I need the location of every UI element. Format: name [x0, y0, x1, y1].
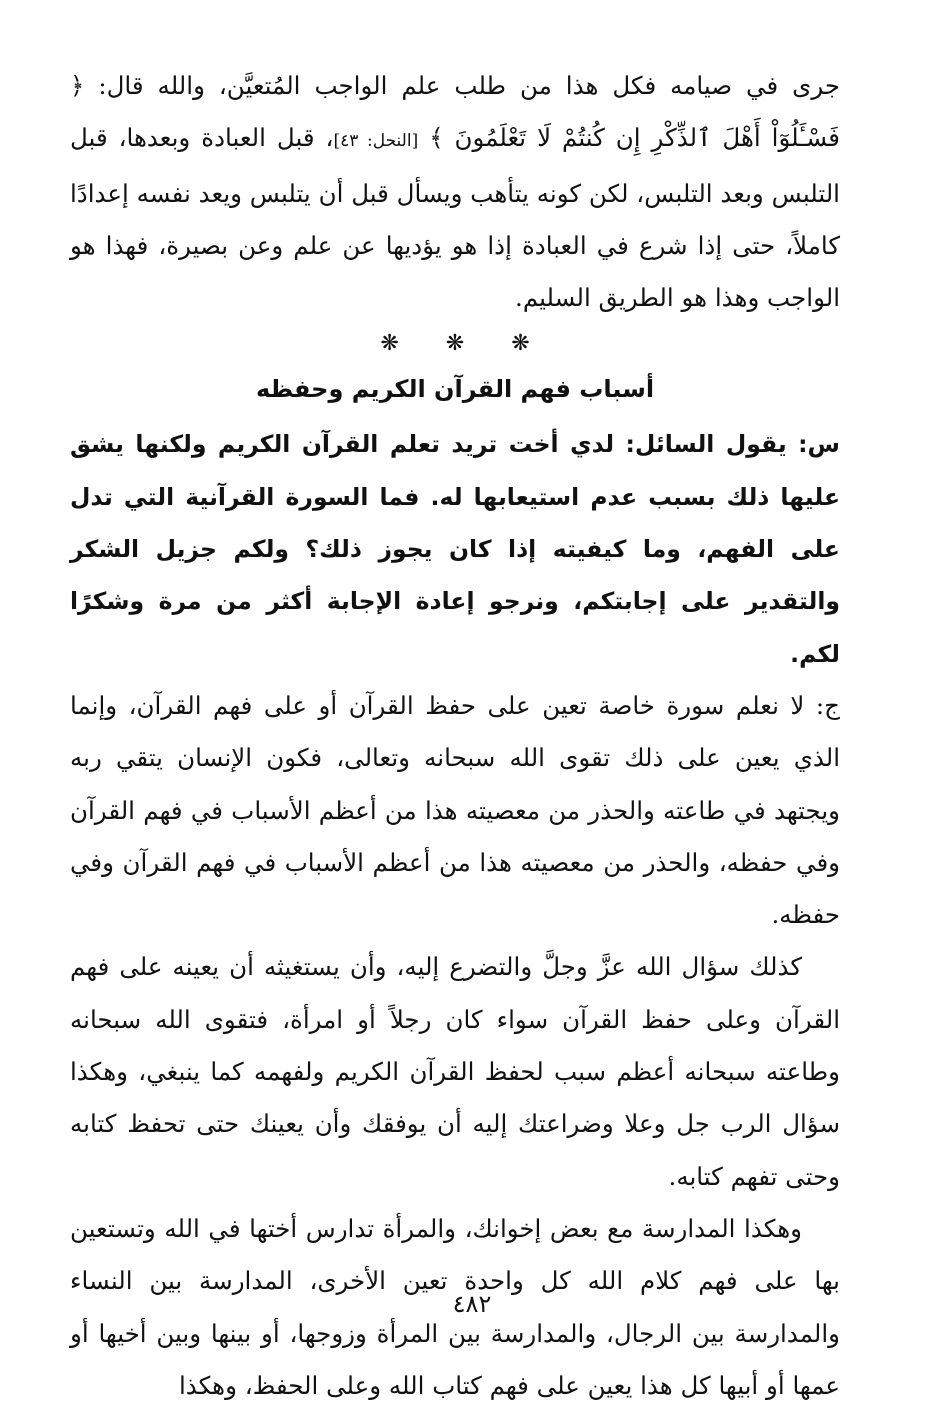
intro-paragraph	[70, 60, 840, 324]
verse-reference: [النحل: ٤٣]	[333, 131, 419, 152]
answer-paragraph-3: وهكذا المدارسة مع بعض إخوانك، والمرأة تدارس أختها في الله وتستعين بها على فهم كلام الله كل واحدة تعين الأخرى، المدارسة بين النساء والمدارسة بين الرجال، والمدارسة بين المرأة وزوجها، أو بينها وبين أخيها أو عمها أو أبيها كل هذا يعين على فهم كتاب الله وعلى الحفظ، وهكذا	[70, 1213, 840, 1400]
section-heading: أسباب فهم القرآن الكريم وحفظه	[255, 375, 655, 404]
intro-text: جرى في صيامه فكل هذا من طلب علم الواجب المُتعيَّن، والله قال:	[98, 71, 840, 100]
answer-paragraph-2: كذلك سؤال الله عزَّ وجلَّ والتضرع إليه، وأن يستغيثه أن يعينه على فهم القرآن وعلى حفظ القرآن سواء كان رجلاً أو امرأة، فتقوى الله سبحانه وطاعته سبحانه أعظم سبب لحفظ القرآن الكريم ولفهمه كما ينبغي، وهكذا سؤال الرب جل وعلا وضراعتك إليه أن يوفقك وأن يعينك حتى تحفظ كتابه وحتى تفهم كتابه.	[70, 952, 840, 1191]
answer-paragraph-1: ج: لا نعلم سورة خاصة تعين على حفظ القرآن أو على فهم القرآن، وإنما الذي يعين على ذلك تقوى الله سبحانه وتعالى، فكون الإنسان يتقي ربه ويجتهد في طاعته والحذر من معصيته هذا من أعظم الأسباب في فهم القرآن وفي حفظه، والحذر من معصيته هذا من أعظم الأسباب في فهم القرآن وفي حفظه.	[70, 690, 840, 930]
page-number: ٤٨٢	[452, 1290, 492, 1318]
quran-verse: ﴿ فَسْـَٔلُوٓاْ أَهْلَ ٱلذِّكْرِ إِن كُنتُمْ لَا تَعْلَمُونَ ﴾	[70, 71, 840, 153]
section-separator: ❋ ❋ ❋	[380, 331, 530, 357]
question-paragraph: س: يقول السائل: لدي أخت تريد تعلم القرآن الكريم ولكنها يشق عليها ذلك بسبب عدم استيعابها له. فما السورة القرآنية التي تدل على الفهم، وما كيفيته إذا كان يجوز ذلك؟ ولكم جزيل الشكر والتقدير على إجابتكم، ونرجو إعادة الإجابة أكثر من مرة وشكرًا لكم.	[70, 430, 840, 668]
page-body	[70, 60, 840, 1412]
intro-text-rest: ، قبل العبادة وبعدها، قبل التلبس وبعد التلبس، لكن كونه يتأهب ويسأل قبل أن يتلبس ويعد نفسه إعدادًا كاملاً، حتى إذا شرع في العبادة إذا هو يؤديها عن علم وعن بصيرة، فهذا هو الواجب وهذا هو الطريق السليم.	[70, 123, 840, 313]
